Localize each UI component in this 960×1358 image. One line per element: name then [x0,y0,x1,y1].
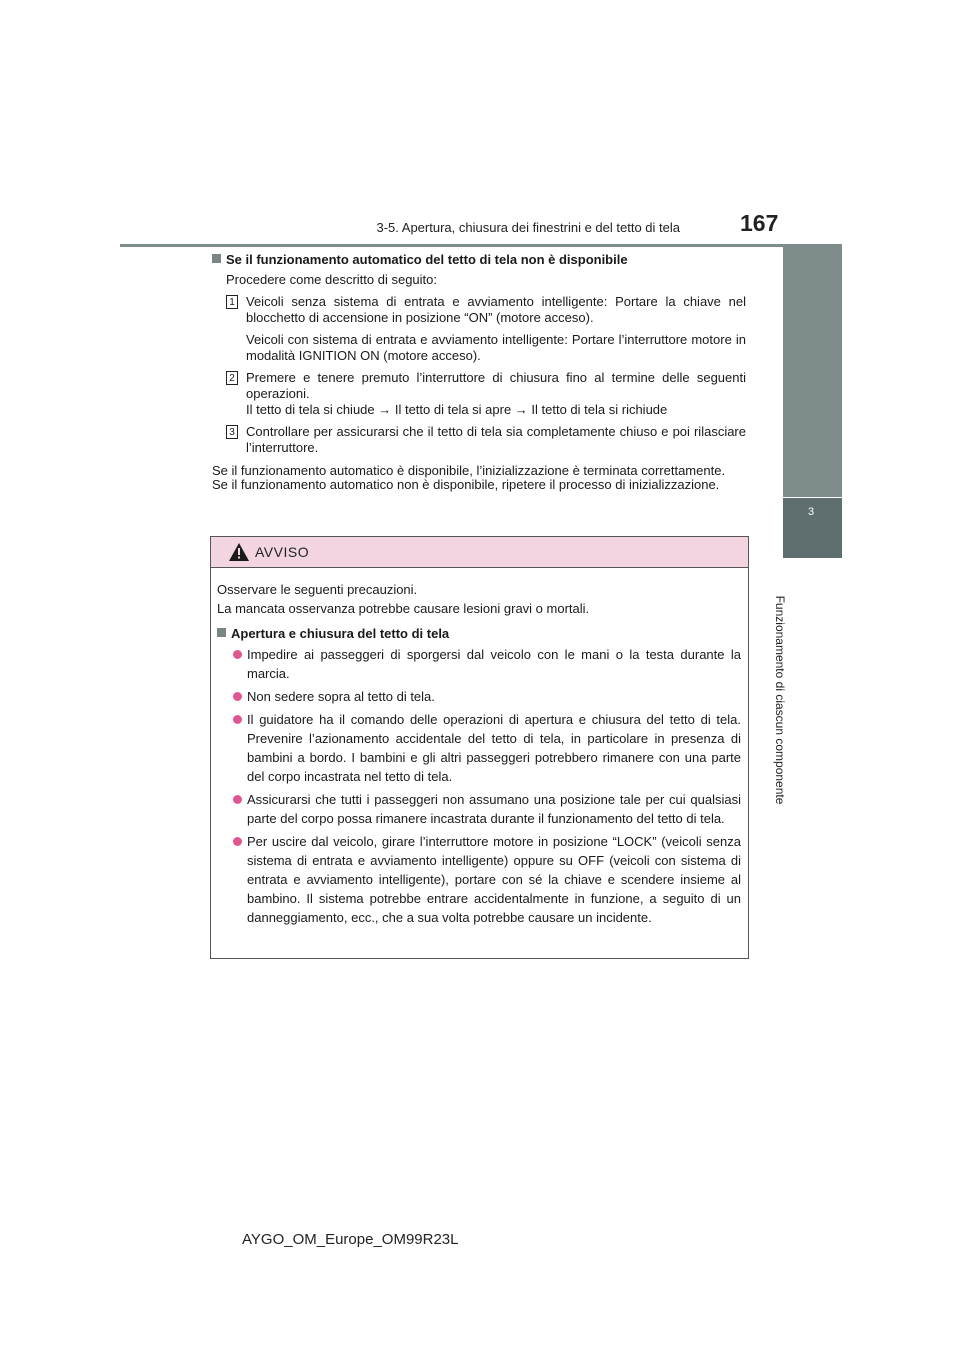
step-number-badge: 2 [226,371,238,385]
intro-text: Procedere come descritto di seguito: [226,272,437,287]
warning-line: La mancata osservanza potrebbe causare lesioni gravi o mortali. [217,601,590,616]
step-2 [212,370,746,418]
warning-subheading: Apertura e chiusura del tetto di tela [217,624,741,643]
warning-title: AVVISO [255,544,310,560]
warning-bullet: Impedire ai passeggeri di sporgersi dal veicolo con le mani o la testa durante la marcia. [217,645,741,683]
chapter-number: 3 [808,506,815,518]
side-tab [783,247,842,497]
chapter-title: Funzionamento di ciascun componente [773,595,787,805]
step-text: Controllare per assicurarsi che il tetto di tela sia completamente chiuso e poi rilasciare l’interruttore. [246,424,746,455]
step-number-badge: 1 [226,295,238,309]
square-bullet-icon [212,254,221,263]
chapter-tab [783,498,842,558]
warning-line: Osservare le seguenti precauzioni. [217,582,418,597]
bullet-dot-icon [233,715,242,724]
warning-bullet: Il guidatore ha il comando delle operazioni di apertura e chiusura del tetto di tela. Prevenire l’azionamento accidentale del tetto di tela, in particolare in presenza di bambini a bordo. I bambini e gli altri passeggeri potrebbero rimanere con una parte del corpo incastrata nel tetto di tela. [217,710,741,786]
step-text-alt: Veicoli con sistema di entrata e avviamento intelligente: Portare l’interruttore motore in modalità IGNITION ON (motore acceso). [246,332,746,363]
warning-body [211,568,748,927]
bullet-dot-icon [233,837,242,846]
warning-bullet: Per uscire dal veicolo, girare l’interruttore motore in posizione “LOCK” (veicoli senza sistema di entrata e avviamento intelligente) oppure su OFF (veicoli con sistema di entrata e avviamento intelligente), portare con sé la chiave e scendere insieme al bambino. Il sistema potrebbe entrare accidentalmente in funzione, a seguito di un danneggiamento, ecc., che a sua volta potrebbe causare un incidente. [217,832,741,927]
bullet-dot-icon [233,795,242,804]
step-sequence: Il tetto di tela si chiude → Il tetto di tela si apre → Il tetto di tela si richiude [246,402,668,417]
warning-box [210,536,749,959]
step-text: Veicoli senza sistema di entrata e avviamento intelligente: Portare la chiave nel blocchetto di accensione in posizione “ON” (motore acceso). [246,294,746,325]
warning-bullet: Non sedere sopra al tetto di tela. [217,687,741,706]
header-rule [120,244,842,247]
step-text: Premere e tenere premuto l’interruttore di chiusura fino al termine delle seguenti operazioni. [246,370,746,401]
step-number-badge: 3 [226,425,238,439]
result-text: Se il funzionamento automatico è disponibile, l’inizializzazione è terminata correttamente. Se il funzionamento automatico non è disponibile, ripetere il processo di inizializzazione. [212,463,726,492]
step-1 [212,294,746,364]
warning-bullet: Assicurarsi che tutti i passeggeri non assumano una posizione tale per cui qualsiasi parte del corpo possa rimanere incastrata durante il funzionamento del tetto di tela. [217,790,741,828]
page-number: 167 [740,210,779,236]
bullet-dot-icon [233,692,242,701]
bullet-dot-icon [233,650,242,659]
document-code: AYGO_OM_Europe_OM99R23L [242,1231,459,1248]
square-bullet-icon [217,628,226,637]
step-3 [212,424,746,456]
main-content [212,252,746,492]
warning-header [211,537,748,568]
section-heading: Se il funzionamento automatico del tetto di tela non è disponibile [212,252,746,268]
section-title: 3-5. Apertura, chiusura dei finestrini e del tetto di tela [376,220,680,235]
warning-triangle-icon [229,543,249,561]
